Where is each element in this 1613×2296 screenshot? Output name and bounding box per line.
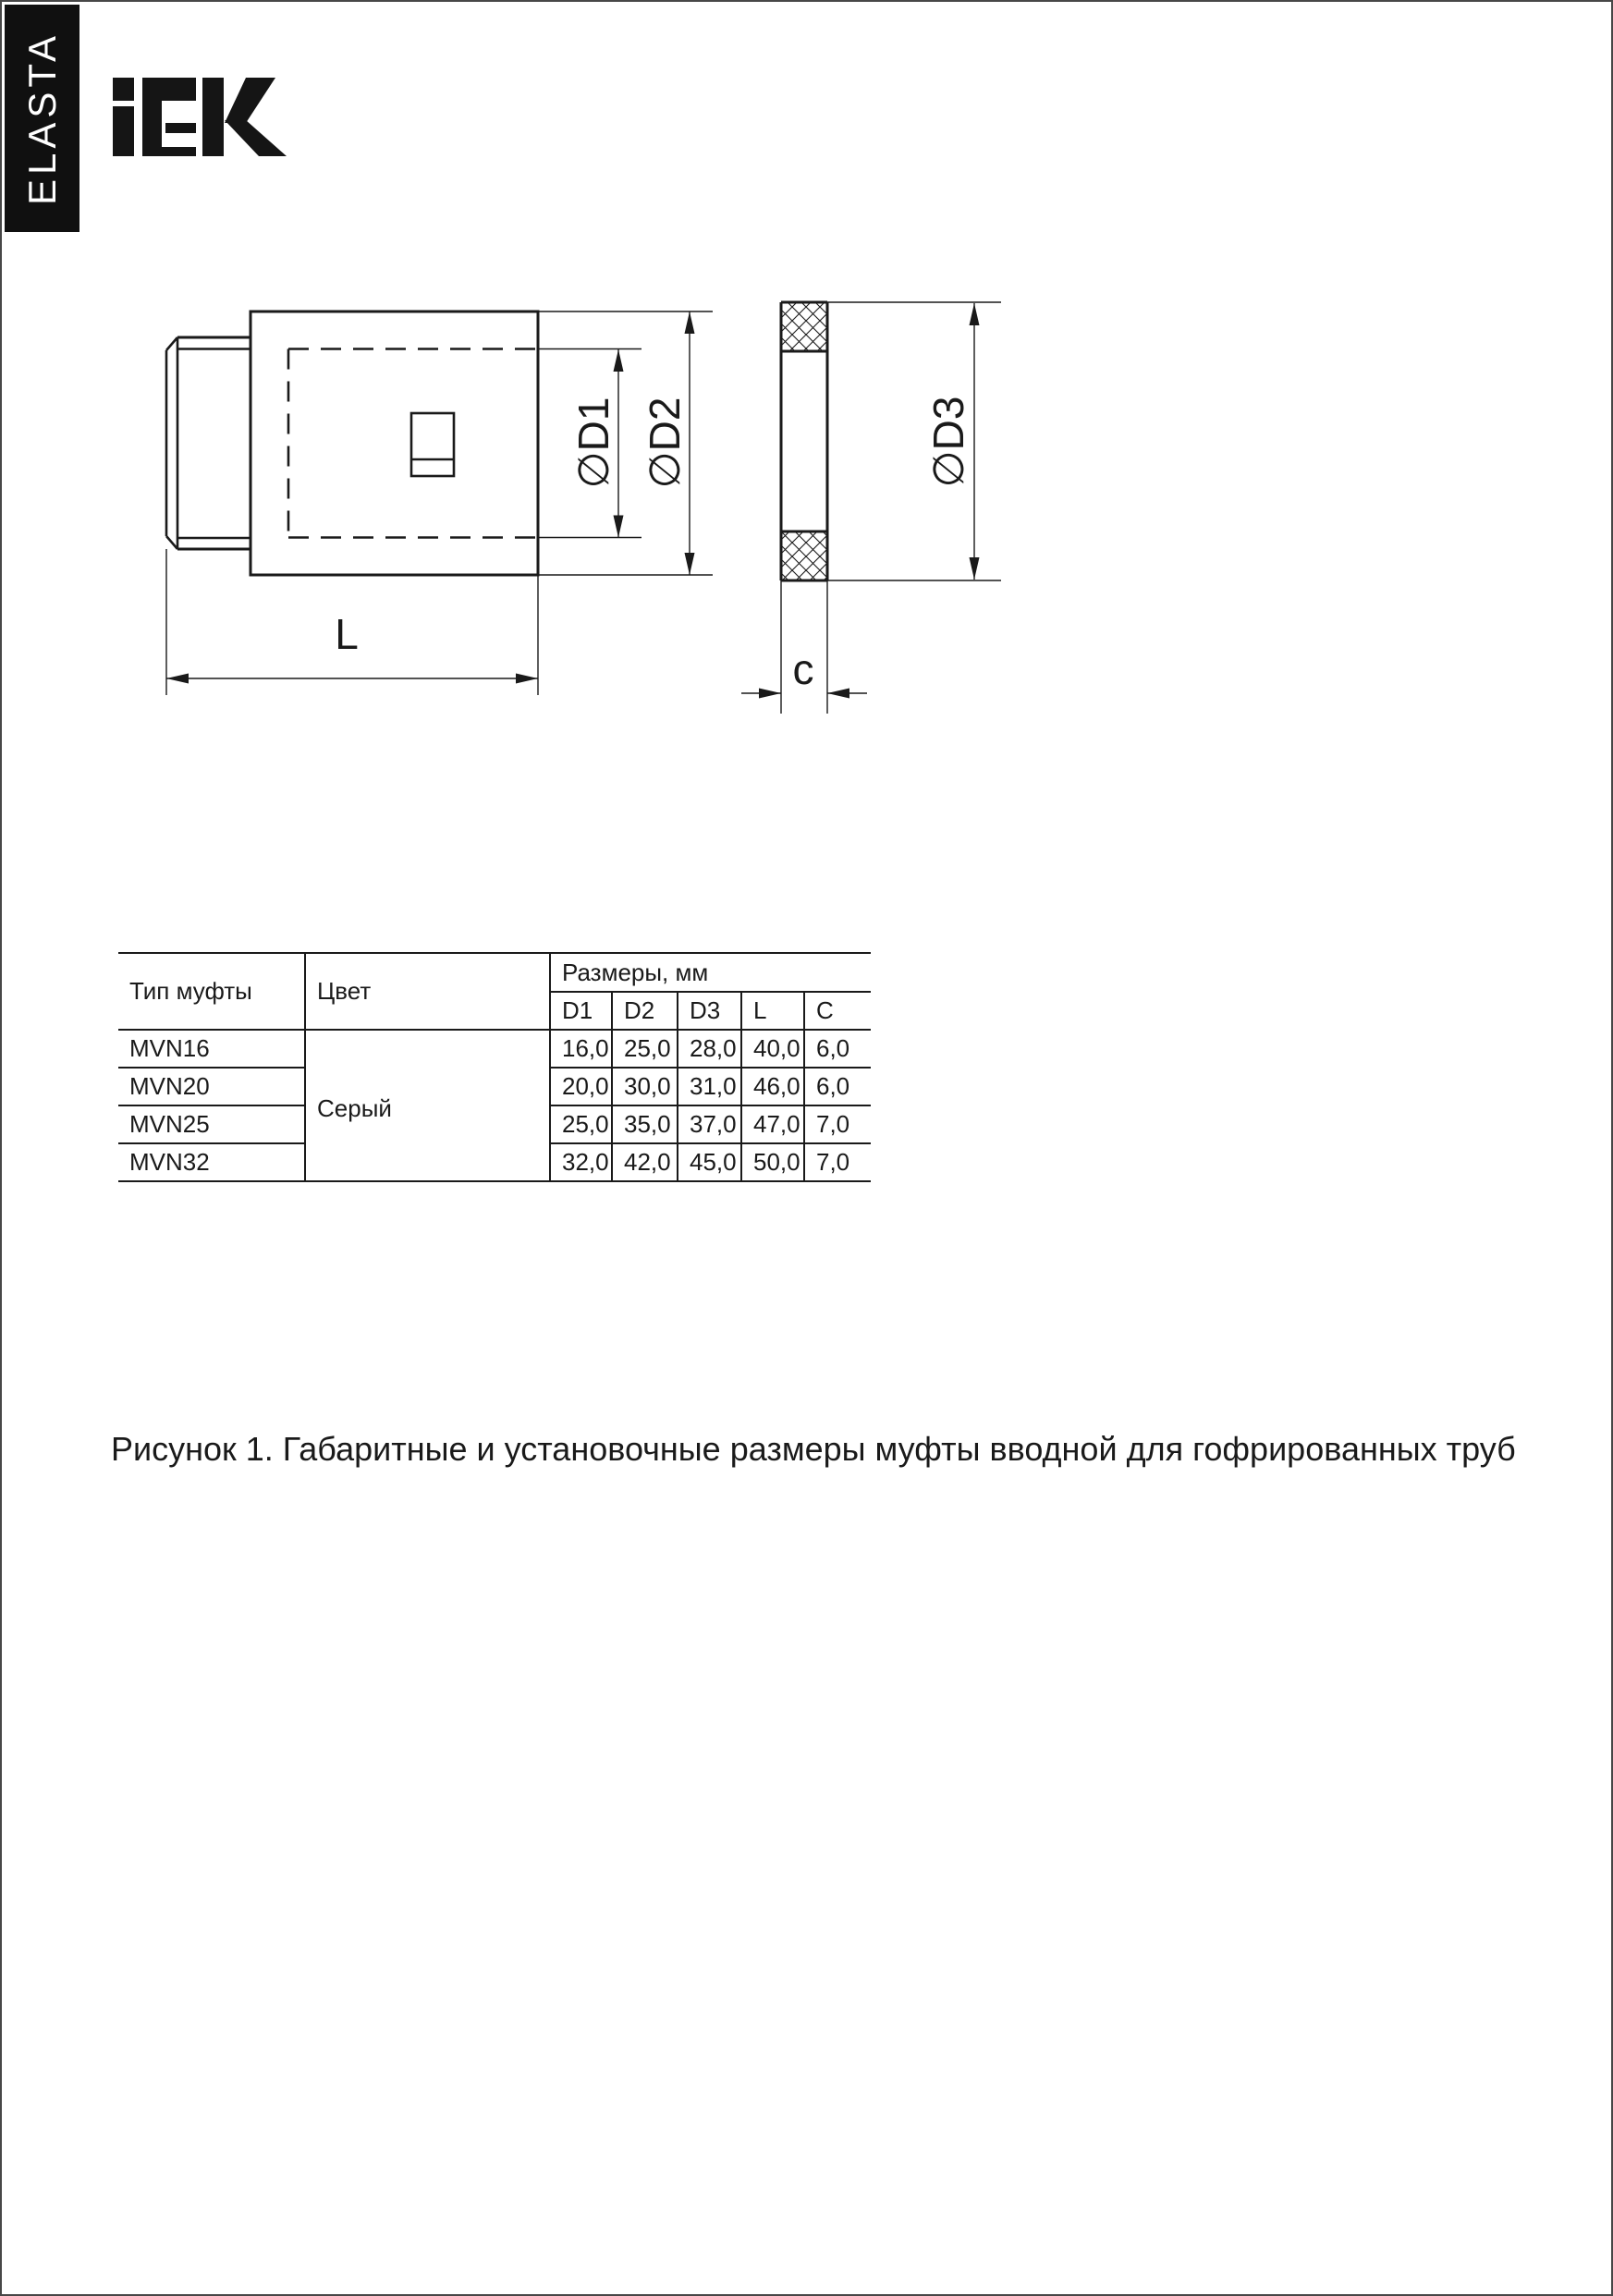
logo-i-bar [113,106,134,156]
cell-d1: 20,0 [550,1068,612,1105]
hatched-section-top [781,302,827,351]
logo-e-spine [142,78,162,156]
dim-label-l: L [335,610,359,658]
col-header-dimensions-group: Размеры, мм [550,953,871,992]
cell-d3: 45,0 [678,1143,741,1181]
d2-extension-lines [538,311,713,575]
dim-label-d2: ∅D2 [641,397,689,489]
cell-type: MVN20 [118,1068,305,1105]
cell-d3: 28,0 [678,1030,741,1068]
d2-arrow-up [685,311,695,334]
col-header-d2: D2 [612,992,678,1030]
logo-e-bottom [162,147,196,156]
d1-arrow-down [614,516,624,538]
dimensions-table [118,952,871,1182]
cell-d3: 31,0 [678,1068,741,1105]
bore-hidden-line [288,349,538,538]
dim-label-d1: ∅D1 [569,397,617,489]
cell-d2: 42,0 [612,1143,678,1181]
cell-c: 7,0 [804,1143,871,1181]
cell-d3: 37,0 [678,1105,741,1143]
cell-l: 40,0 [741,1030,804,1068]
table-row [118,1030,871,1068]
washer-outline [781,302,827,580]
logo-e-mid [165,123,196,133]
washer-section-view [741,302,1001,714]
col-header-color: Цвет [305,953,550,1030]
d1-extension-lines [538,349,642,538]
cell-d1: 16,0 [550,1030,612,1068]
cell-l: 50,0 [741,1143,804,1181]
l-extension-lines [166,549,538,695]
latch-detail [411,413,454,476]
cell-d1: 32,0 [550,1143,612,1181]
dim-label-d3: ∅D3 [924,396,972,488]
hatched-section-bottom [781,531,827,580]
cell-type: MVN32 [118,1143,305,1181]
d3-arrow-up [970,303,980,325]
logo-e-top [162,78,196,101]
cell-d2: 35,0 [612,1105,678,1143]
cell-type: MVN25 [118,1105,305,1143]
logo-k-upper-leg [225,78,275,123]
logo-k-bar [202,78,224,156]
figure-caption: Рисунок 1. Габаритные и установочные размеры муфты вводной для гофрированных труб [111,1430,1516,1468]
d3-arrow-down [970,557,980,580]
col-header-type: Тип муфты [118,953,305,1030]
cell-c: 6,0 [804,1030,871,1068]
cell-type: MVN16 [118,1030,305,1068]
cell-c: 7,0 [804,1105,871,1143]
gland-body [251,311,538,575]
cell-d2: 30,0 [612,1068,678,1105]
nipple-outline [177,337,251,549]
nipple-thread-lines [166,337,251,549]
c-extension-lines [781,580,827,714]
d3-extension-lines [827,302,1001,580]
c-arrow-left [827,689,849,699]
l-arrow-left [166,674,189,684]
col-header-l: L [741,992,804,1030]
cell-c: 6,0 [804,1068,871,1105]
elasta-banner [5,5,79,232]
l-arrow-right [516,674,538,684]
d1-arrow-up [614,349,624,372]
logo-k-lower-leg [225,120,287,156]
col-header-d3: D3 [678,992,741,1030]
col-header-d1: D1 [550,992,612,1030]
dim-label-c: c [792,645,814,693]
cell-l: 47,0 [741,1105,804,1143]
elasta-banner-label: ELASTA [19,31,64,205]
cell-color: Серый [305,1030,550,1181]
d2-arrow-down [685,553,695,575]
gland-side-view [166,311,713,695]
logo-i-dot [113,78,134,101]
iek-logo [113,78,287,156]
cell-l: 46,0 [741,1068,804,1105]
c-arrow-right [759,689,781,699]
cell-d1: 25,0 [550,1105,612,1143]
col-header-c: C [804,992,871,1030]
cell-d2: 25,0 [612,1030,678,1068]
